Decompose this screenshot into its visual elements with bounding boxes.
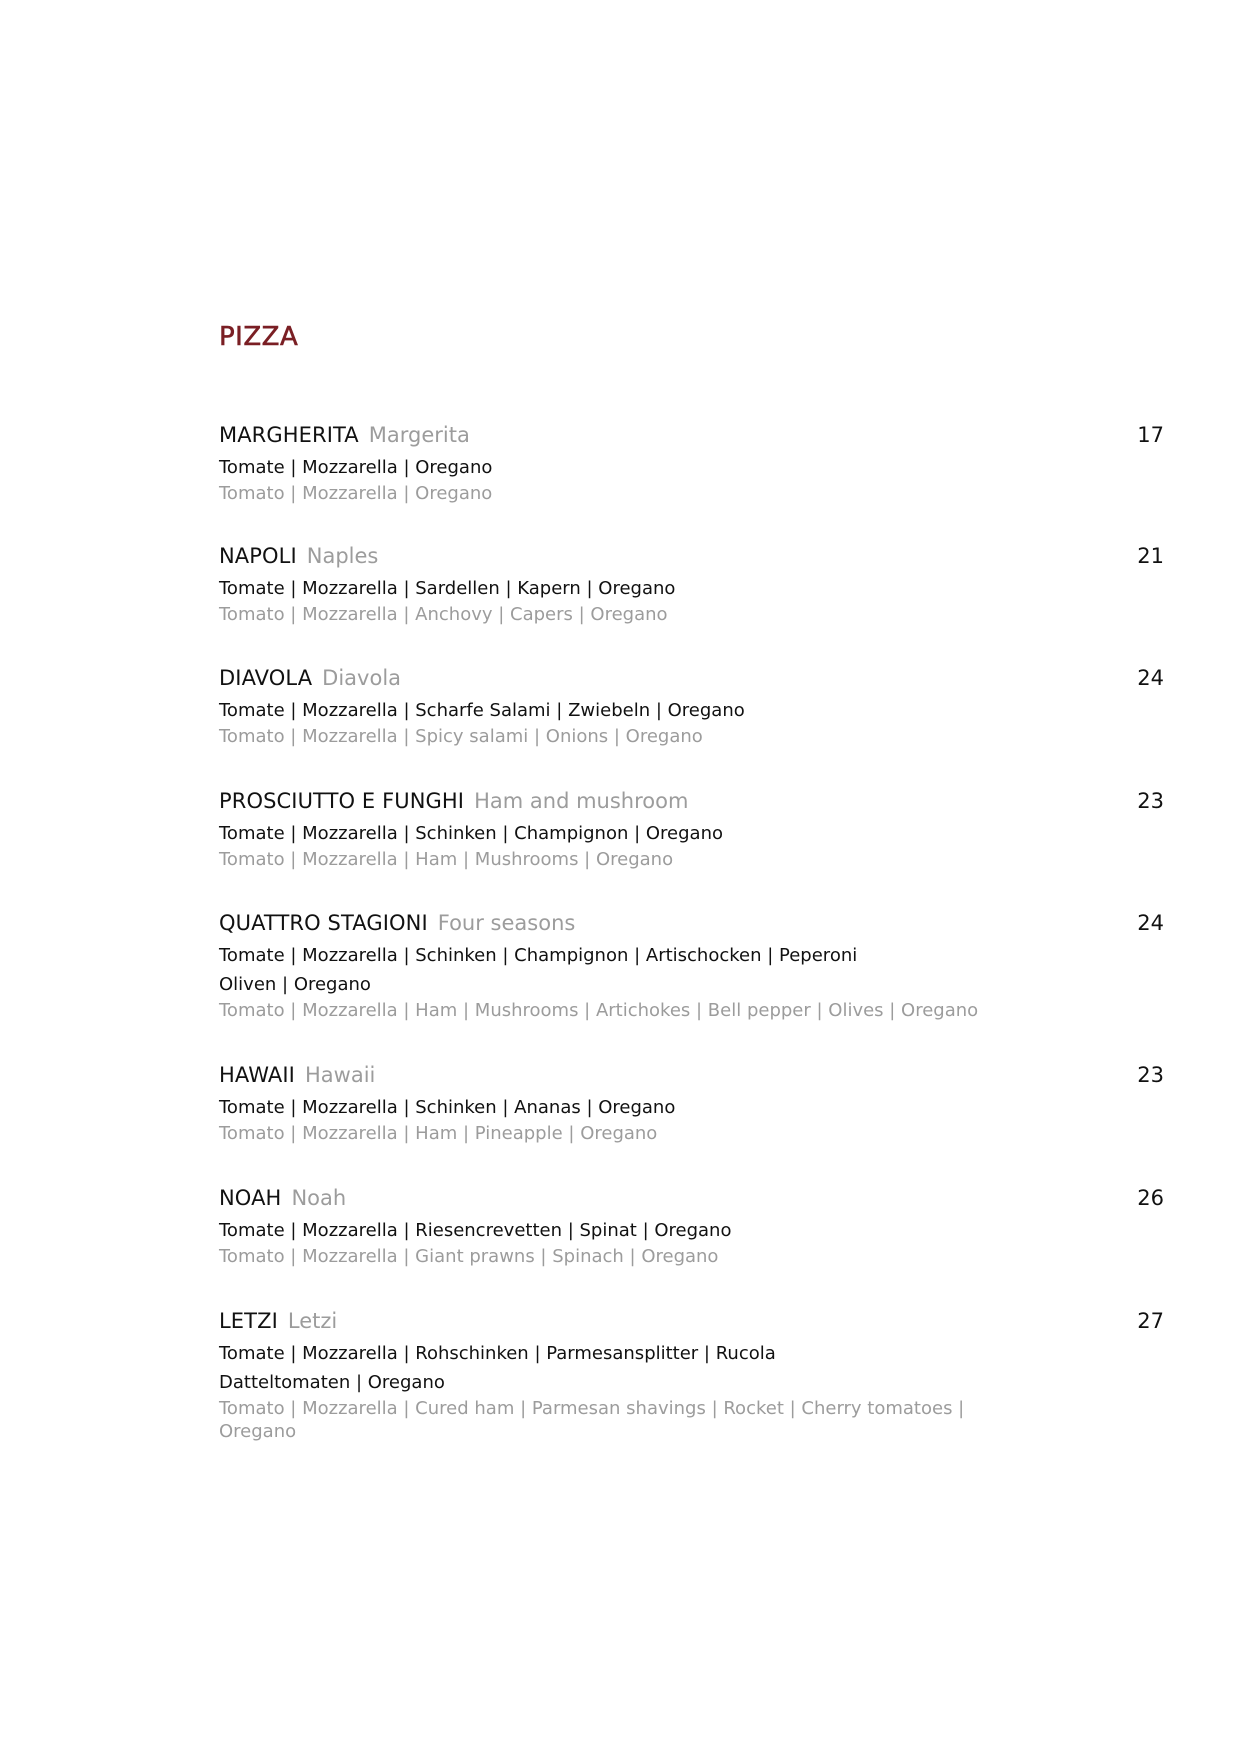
menu-item-ingredients-en: Tomato | Mozzarella | Anchovy | Capers | Oregano (219, 604, 668, 625)
menu-item-ingredients-en: Tomato | Mozzarella | Spicy salami | Onions | Oregano (219, 726, 703, 747)
menu-item-ingredients-de: Tomate | Mozzarella | Oregano (219, 457, 493, 478)
menu-item-name: MARGHERITA (219, 423, 359, 447)
menu-item-header (219, 663, 1164, 693)
menu-item-name: QUATTRO STAGIONI (219, 911, 428, 935)
menu-item-ingredients-de: Tomate | Mozzarella | Schinken | Champignon | Artischocken | Peperoni Oliven | Oregano (219, 945, 858, 995)
menu-item-name-en: Letzi (287, 1309, 338, 1333)
menu-item-header (219, 1183, 1164, 1213)
menu-item-letzi (219, 1306, 1164, 1443)
menu-item-napoli (219, 541, 1164, 626)
menu-item-price: 24 (1137, 911, 1164, 935)
menu-item-header (219, 1060, 1164, 1090)
menu-item-diavola (219, 663, 1164, 748)
menu-item-price: 26 (1137, 1186, 1164, 1210)
menu-item-name: LETZI (219, 1309, 278, 1333)
menu-item-price: 23 (1137, 1063, 1164, 1087)
section-title: PIZZA (219, 322, 299, 352)
menu-item-name: HAWAII (219, 1063, 295, 1087)
menu-item-price: 17 (1137, 423, 1164, 447)
menu-item-quattro-stagioni (219, 908, 1164, 1022)
menu-item-noah (219, 1183, 1164, 1268)
menu-item-price: 24 (1137, 666, 1164, 690)
menu-item-name: DIAVOLA (219, 666, 313, 690)
menu-item-name-en: Margerita (368, 423, 470, 447)
menu-item-ingredients-en: Tomato | Mozzarella | Giant prawns | Spinach | Oregano (219, 1246, 719, 1267)
menu-item-ingredients-de: Tomate | Mozzarella | Rohschinken | Parmesansplitter | Rucola Datteltomaten | Oregano (219, 1343, 776, 1393)
menu-item-ingredients-en: Tomato | Mozzarella | Ham | Pineapple | Oregano (219, 1123, 658, 1144)
menu-item-name: PROSCIUTTO E FUNGHI (219, 789, 465, 813)
menu-item-name-en: Four seasons (437, 911, 576, 935)
menu-item-price: 21 (1137, 544, 1164, 568)
menu-item-name: NOAH (219, 1186, 282, 1210)
menu-item-ingredients-de: Tomate | Mozzarella | Sardellen | Kapern | Oregano (219, 578, 676, 599)
menu-item-ingredients-en: Tomato | Mozzarella | Ham | Mushrooms | Artichokes | Bell pepper | Olives | Oregano (219, 1000, 979, 1021)
menu-item-header (219, 541, 1164, 571)
menu-item-ingredients-de: Tomate | Mozzarella | Riesencrevetten | Spinat | Oregano (219, 1220, 732, 1241)
menu-item-name-en: Naples (306, 544, 379, 568)
menu-item-margherita (219, 420, 1164, 505)
menu-item-price: 23 (1137, 789, 1164, 813)
menu-item-prosciutto-e-funghi (219, 786, 1164, 871)
menu-item-header (219, 908, 1164, 938)
menu-item-ingredients-de: Tomate | Mozzarella | Schinken | Ananas | Oregano (219, 1097, 676, 1118)
menu-item-header (219, 786, 1164, 816)
menu-item-price: 27 (1137, 1309, 1164, 1333)
menu-item-ingredients-en: Tomato | Mozzarella | Cured ham | Parmesan shavings | Rocket | Cherry tomatoes | Oregano (219, 1398, 965, 1442)
menu-item-name: NAPOLI (219, 544, 297, 568)
menu-item-name-en: Noah (291, 1186, 347, 1210)
menu-item-ingredients-en: Tomato | Mozzarella | Oregano (219, 483, 493, 504)
menu-item-hawaii (219, 1060, 1164, 1145)
menu-item-name-en: Ham and mushroom (474, 789, 689, 813)
menu-item-ingredients-en: Tomato | Mozzarella | Ham | Mushrooms | Oregano (219, 849, 674, 870)
menu-item-ingredients-de: Tomate | Mozzarella | Schinken | Champignon | Oregano (219, 823, 724, 844)
menu-item-name-en: Diavola (322, 666, 402, 690)
menu-item-name-en: Hawaii (304, 1063, 376, 1087)
menu-item-header (219, 1306, 1164, 1336)
menu-item-ingredients-de: Tomate | Mozzarella | Scharfe Salami | Zwiebeln | Oregano (219, 700, 745, 721)
menu-item-header (219, 420, 1164, 450)
